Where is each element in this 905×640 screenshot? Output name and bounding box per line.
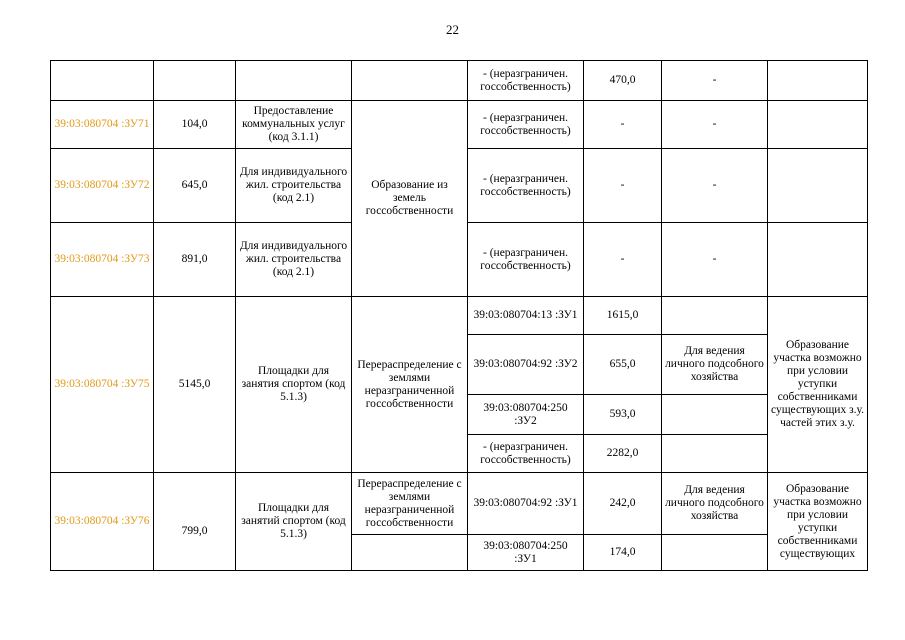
method-cell: Образование из земель госсобственности	[352, 101, 468, 297]
source-cell: 39:03:080704:250 :ЗУ1	[468, 535, 584, 571]
source-purpose-cell: Для ведения личного подсобного хозяйства	[662, 335, 768, 395]
source-cell: 39:03:080704:13 :ЗУ1	[468, 297, 584, 335]
source-cell: - (неразграничен. госсобственность)	[468, 101, 584, 149]
table-row	[51, 473, 868, 535]
cadastral-id-cell	[51, 61, 154, 101]
use-cell: Предоставление коммунальных услуг (код 3.1.1)	[236, 101, 352, 149]
source-area-cell: -	[584, 149, 662, 223]
cadastral-id-cell: 39:03:080704 :ЗУ76	[51, 473, 154, 571]
source-area-cell: 655,0	[584, 335, 662, 395]
source-purpose-cell	[662, 297, 768, 335]
cadastral-id-cell: 39:03:080704 :ЗУ75	[51, 297, 154, 473]
use-cell: Для индивидуального жил. строительства (код 2.1)	[236, 149, 352, 223]
area-cell: 799,0	[154, 473, 236, 571]
method-cell	[352, 61, 468, 101]
use-cell	[236, 61, 352, 101]
source-cell: - (неразграничен. госсобственность)	[468, 223, 584, 297]
source-area-cell: -	[584, 223, 662, 297]
source-cell: - (неразграничен. госсобственность)	[468, 149, 584, 223]
source-area-cell: 174,0	[584, 535, 662, 571]
source-area-cell: 242,0	[584, 473, 662, 535]
source-area-cell: 1615,0	[584, 297, 662, 335]
note-cell: Образование участка возможно при условии уступки собственниками существующих	[768, 473, 868, 571]
source-cell: 39:03:080704:250 :ЗУ2	[468, 395, 584, 435]
source-purpose-cell: -	[662, 223, 768, 297]
note-cell	[768, 61, 868, 101]
use-cell: Площадки для занятия спортом (код 5.1.3)	[236, 297, 352, 473]
note-cell	[768, 149, 868, 223]
source-purpose-cell: -	[662, 149, 768, 223]
source-area-cell: 593,0	[584, 395, 662, 435]
note-cell	[768, 223, 868, 297]
source-purpose-cell: -	[662, 61, 768, 101]
method-cell: Перераспределение с землями неразграниченной госсобственности	[352, 473, 468, 535]
cadastral-id-cell: 39:03:080704 :ЗУ73	[51, 223, 154, 297]
source-purpose-cell	[662, 435, 768, 473]
source-cell: 39:03:080704:92 :ЗУ2	[468, 335, 584, 395]
area-cell: 104,0	[154, 101, 236, 149]
table-row	[51, 297, 868, 335]
source-area-cell: 470,0	[584, 61, 662, 101]
source-cell: - (неразграничен. госсобственность)	[468, 61, 584, 101]
land-plots-table	[50, 60, 868, 571]
source-cell: 39:03:080704:92 :ЗУ1	[468, 473, 584, 535]
source-purpose-cell: -	[662, 101, 768, 149]
area-cell: 645,0	[154, 149, 236, 223]
area-cell: 891,0	[154, 223, 236, 297]
area-cell	[154, 61, 236, 101]
use-cell: Для индивидуального жил. строительства (код 2.1)	[236, 223, 352, 297]
source-area-cell: 2282,0	[584, 435, 662, 473]
table-row	[51, 101, 868, 149]
table-row	[51, 61, 868, 101]
source-cell: - (неразграничен. госсобственность)	[468, 435, 584, 473]
note-cell	[768, 101, 868, 149]
page-number: 22	[446, 22, 459, 37]
use-cell: Площадки для занятий спортом (код 5.1.3)	[236, 473, 352, 571]
source-area-cell: -	[584, 101, 662, 149]
method-cell	[352, 535, 468, 571]
cadastral-id-cell: 39:03:080704 :ЗУ72	[51, 149, 154, 223]
source-purpose-cell: Для ведения личного подсобного хозяйства	[662, 473, 768, 535]
method-cell: Перераспределение с землями неразграниченной госсобственности	[352, 297, 468, 473]
source-purpose-cell	[662, 535, 768, 571]
source-purpose-cell	[662, 395, 768, 435]
area-cell: 5145,0	[154, 297, 236, 473]
note-cell: Образование участка возможно при условии уступки собственниками существующих з.у. частей этих з.у.	[768, 297, 868, 473]
cadastral-id-cell: 39:03:080704 :ЗУ71	[51, 101, 154, 149]
